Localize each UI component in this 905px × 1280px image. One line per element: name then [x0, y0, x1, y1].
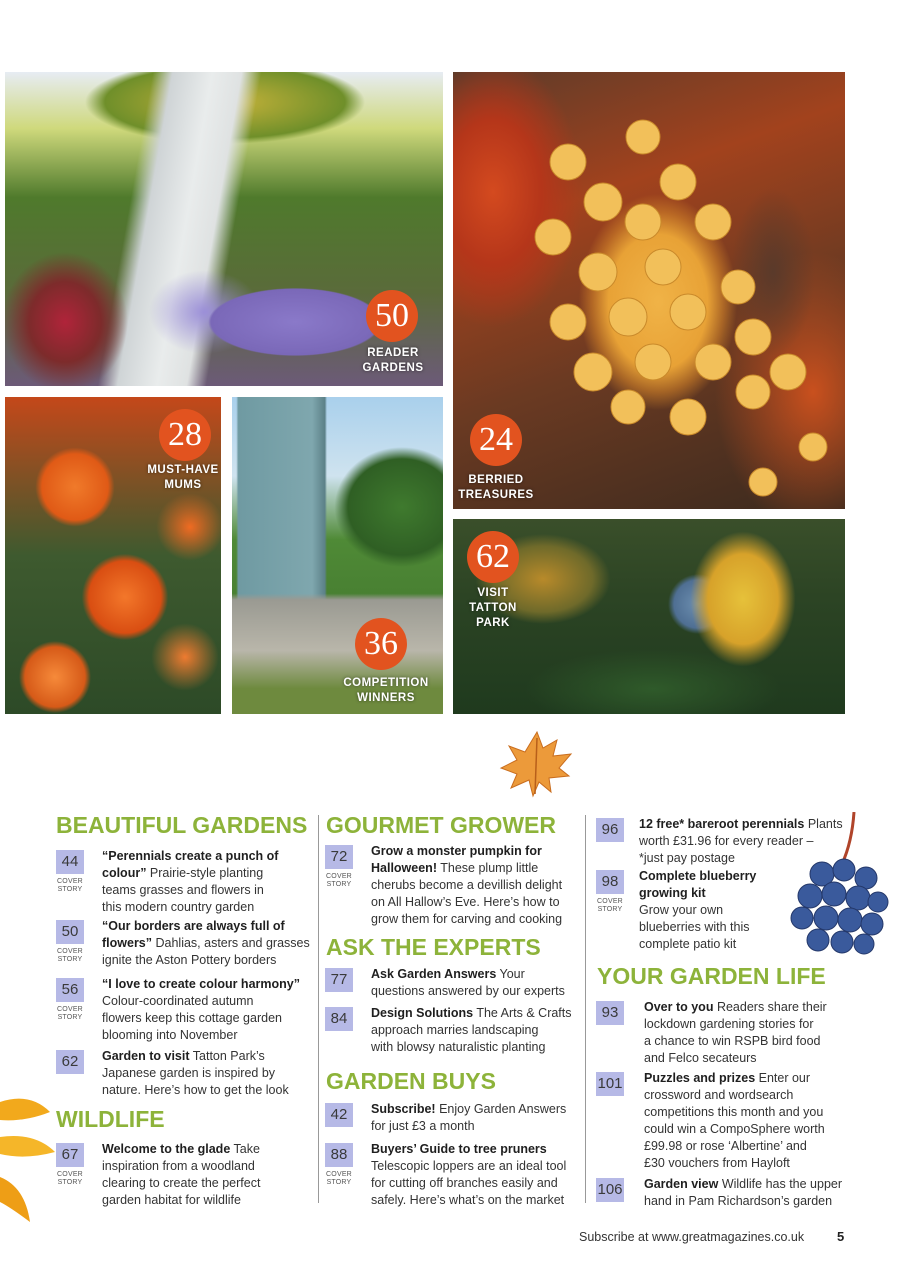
- entry-text: “Perennials create a punch of colour” Prairie-style planting teams grasses and flowers in this modern country garden: [102, 849, 279, 914]
- page-number: 96: [596, 818, 624, 842]
- competition-winners-photo: [232, 397, 443, 714]
- cover-story-label: COVER STORY: [57, 1006, 83, 1021]
- entry-text: Subscribe! Enjoy Garden Answers for just £3 a month: [371, 1102, 567, 1133]
- page-number: 77: [325, 968, 353, 992]
- page-badge: 24: [470, 414, 522, 466]
- section-heading-garden-buys: GARDEN BUYS: [326, 1068, 496, 1094]
- photo-caption: VISIT TATTON PARK: [469, 587, 517, 629]
- maple-leaf-icon: [497, 728, 577, 798]
- page-number: 72: [325, 845, 353, 869]
- photo-caption: READER GARDENS: [362, 347, 424, 374]
- page-number: 56: [56, 978, 84, 1002]
- section-heading-ask-the-experts: ASK THE EXPERTS: [326, 934, 541, 960]
- photo-caption: BERRIED TREASURES: [458, 474, 534, 501]
- section-heading-wildlife: WILDLIFE: [56, 1106, 165, 1132]
- entry-text: Garden to visit Tatton Park’s Japanese garden is inspired by nature. Here’s how to get the look: [102, 1049, 289, 1097]
- cover-story-label: COVER STORY: [57, 1171, 83, 1186]
- cover-story-label: COVER STORY: [57, 948, 83, 963]
- page-number: 106: [596, 1178, 624, 1202]
- page-number-footer: 5: [837, 1229, 845, 1244]
- page-number: 93: [596, 1001, 624, 1025]
- photo-caption: COMPETITION WINNERS: [343, 677, 429, 704]
- cover-story-label: COVER STORY: [597, 898, 623, 913]
- entry-text: Puzzles and prizes Enter our crossword and wordsearch competitions this month and you could win a CompoSphere worth £99.98 or rose ‘Albertine’ and £30 vouchers from Hayloft: [644, 1071, 825, 1170]
- page-number: 67: [56, 1143, 84, 1167]
- page-number: 62: [56, 1050, 84, 1074]
- page-badge: 36: [355, 618, 407, 670]
- entry-text: “Our borders are always full of flowers” Dahlias, asters and grasses ignite the Aston Pottery borders: [102, 919, 310, 967]
- must-have-mums-photo: [5, 397, 221, 714]
- page-number: 88: [325, 1143, 353, 1167]
- entry-text: Welcome to the glade Take inspiration from a woodland clearing to create the perfect garden habitat for wildlife: [102, 1142, 261, 1207]
- page-number: 50: [56, 920, 84, 944]
- reader-gardens-photo: [5, 72, 443, 386]
- photo-caption: MUST-HAVE MUMS: [147, 464, 219, 491]
- subscribe-footer[interactable]: Subscribe at www.greatmagazines.co.uk: [579, 1230, 805, 1244]
- entry-text: Buyers’ Guide to tree pruners Telescopic loppers are an ideal tool for cutting off branches easily and safely. Here’s what’s on the market: [371, 1142, 567, 1207]
- entry-text: Complete blueberry growing kit Grow your own blueberries with this complete patio kit: [639, 869, 757, 951]
- entry-text: Ask Garden Answers Your questions answered by our experts: [371, 967, 565, 998]
- entry-text: Over to you Readers share their lockdown gardening stories for a chance to win RSPB bird food and Felco secateurs: [644, 1000, 827, 1065]
- cover-story-label: COVER STORY: [326, 873, 352, 888]
- tatton-park-photo: [453, 519, 845, 714]
- entry-text: Grow a monster pumpkin for Halloween! These plump little cherubs become a devillish delight on All Hallow’s Eve. Here’s how to grow them for carving and cooking: [371, 844, 563, 926]
- entry-text: Design Solutions The Arts & Crafts approach marries landscaping with blowsy naturalistic planting: [371, 1006, 572, 1054]
- page-number: 42: [325, 1103, 353, 1127]
- page-number: 84: [325, 1007, 353, 1031]
- column-divider: [318, 815, 319, 1203]
- cover-story-label: COVER STORY: [57, 878, 83, 893]
- section-heading-gourmet-grower: GOURMET GROWER: [326, 812, 556, 838]
- page-badge: 28: [159, 409, 211, 461]
- cover-story-label: COVER STORY: [326, 1171, 352, 1186]
- section-heading-beautiful-gardens: BEAUTIFUL GARDENS: [56, 812, 308, 838]
- entry-text: Garden view Wildlife has the upper hand in Pam Richardson’s garden: [644, 1177, 843, 1208]
- entry-text: 12 free* bareroot perennials Plants worth £31.96 for every reader – *just pay postage: [639, 817, 843, 865]
- page-badge: 50: [366, 290, 418, 342]
- yellow-petals-icon: [0, 1092, 60, 1232]
- section-heading-your-garden-life: YOUR GARDEN LIFE: [597, 963, 826, 989]
- page-number: 101: [596, 1072, 624, 1096]
- berried-treasures-photo: [453, 72, 845, 509]
- entry-text: “I love to create colour harmony” Colour-coordinated autumn flowers keep this cottage garden blooming into November: [102, 977, 300, 1042]
- page-number: 98: [596, 870, 624, 894]
- page-number: 44: [56, 850, 84, 874]
- page-badge: 62: [467, 531, 519, 583]
